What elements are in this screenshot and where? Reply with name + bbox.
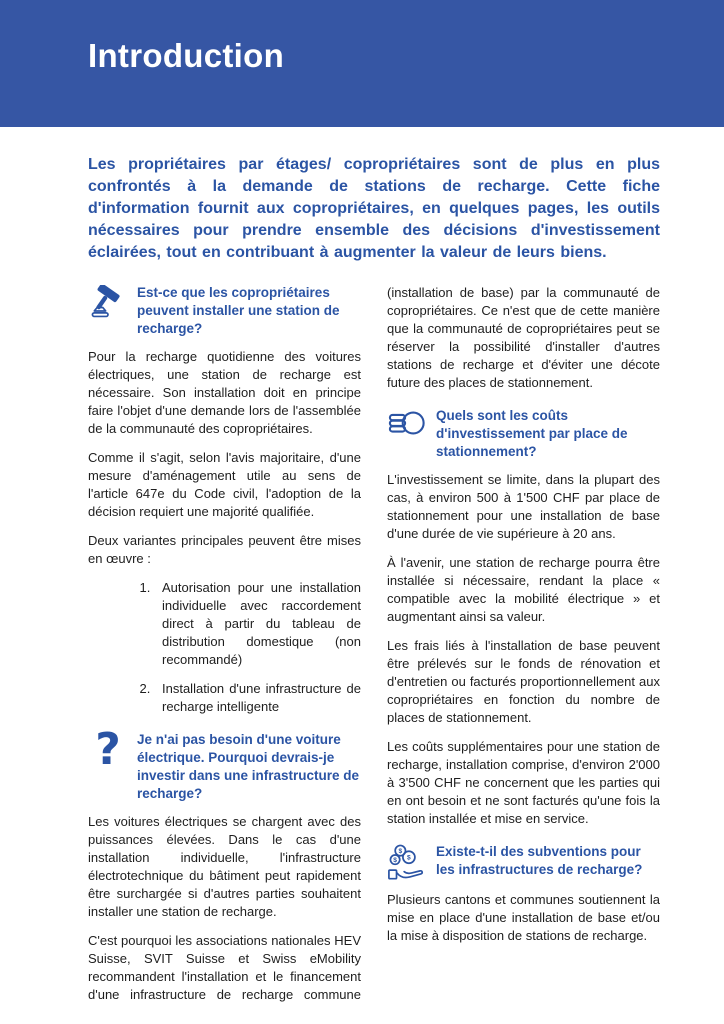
paragraph: Comme il s'agit, selon l'avis majoritaire, d'une mesure d'aménagement utile au sens de l'article 647e du Code civil, l'adoption de la décision requiert une majorité qualifiée. [88, 450, 361, 519]
intro-paragraph: Les propriétaires par étages/ copropriétaires sont de plus en plus confrontés à la demande de stations de recharge. Cette fiche d'information fournit aux copropriétaires, en quelques pages, les outils nécessaires pour prendre ensemble des décisions d'investissement éclairées, tout en contribuant à augmenter la valeur de leurs biens. [88, 156, 660, 261]
list-item: 1. Autorisation pour une installation individuelle avec raccordement direct à partir du tableau de distribution domestique (non recommandé) [154, 579, 361, 669]
section-heading-q4 [387, 843, 660, 881]
paragraph: Plusieurs cantons et communes soutiennent la mise en place d'une installation de base et/ou la mise à disposition de stations de recharge. [387, 892, 660, 943]
gavel-icon [88, 284, 128, 338]
paragraph: Deux variantes principales peuvent être mises en œuvre : [88, 533, 361, 566]
svg-text:$: $ [398, 847, 403, 855]
question-mark-icon: ? [95, 724, 121, 775]
section-heading-q2 [88, 724, 361, 803]
section-title: Existe-t-il des subventions pour les infrastructures de recharge? [436, 844, 643, 877]
paragraph: L'investissement se limite, dans la plupart des cas, à environ 500 à 1'500 CHF par place de stationnement pour une installation de base d'une durée de vie supérieure à 20 ans. [387, 472, 660, 541]
section-heading-q3 [387, 407, 660, 461]
paragraph: Les frais liés à l'installation de base peuvent être prélevés sur le fonds de rénovation et d'entretien ou facturés proportionnellement aux copropriétaires en fonction du nombre de places de stationnement. [387, 638, 660, 725]
paragraph: Pour la recharge quotidienne des voitures électriques, une station de recharge est nécessaire. Son installation doit en principe faire l'objet d'une demande lors de l'assemblée de la communauté des copropriétaires. [88, 349, 361, 436]
section-heading-q1 [88, 284, 361, 338]
paragraph: (installation de base) par la communauté de copropriétaires. Ce n'est que de cette manière que la communauté de copropriétaires peut se réserver la possibilité d'installer d'autres stations de recharge et d'éviter une décote future des places de stationnement. [387, 285, 660, 390]
section-title: Je n'ai pas besoin d'une voiture électrique. Pourquoi devrais-je investir dans une infrastructure de recharge? [137, 732, 360, 801]
page-title: Introduction [88, 37, 285, 74]
section-title: Quels sont les coûts d'investissement par place de stationnement? [436, 408, 628, 459]
svg-text:$: $ [393, 857, 397, 865]
paragraph: C'est pourquoi les associations nationales HEV Suisse, SVIT Suisse et Swiss eMobility recommandent l'installation et le financement d'une infrastructure de recharge commune [88, 933, 361, 1002]
paragraph: Les coûts supplémentaires pour une station de recharge, installation comprise, d'environ 2'000 à 3'500 CHF ne concernent que les parties qui en ont besoin et ne sont facturés qu'une fois la station installée et mise en service. [387, 739, 660, 826]
coins-icon [387, 407, 427, 461]
right-column [387, 284, 660, 1015]
paragraph: À l'avenir, une station de recharge pourra être installée si nécessaire, rendant la place « compatible avec la mobilité électrique » et augmentant ainsi sa valeur. [387, 555, 660, 624]
hand-coins-icon [387, 843, 427, 881]
section-title: Est-ce que les copropriétaires peuvent installer une station de recharge? [137, 285, 340, 336]
svg-text:$: $ [407, 854, 411, 862]
page-header [0, 0, 724, 127]
two-column-layout [88, 284, 660, 1015]
page-content [0, 154, 724, 1015]
paragraph: Les voitures électriques se chargent avec des puissances élevées. Dans le cas d'une installation individuelle, l'infrastructure électrotechnique du bâtiment peut rapidement être surchargée si d'autres parties souhaitent installer une station de recharge. [88, 814, 361, 919]
left-column [88, 284, 361, 1015]
variants-list [88, 579, 361, 716]
list-item: 2. Installation d'une infrastructure de recharge intelligente [154, 680, 361, 716]
